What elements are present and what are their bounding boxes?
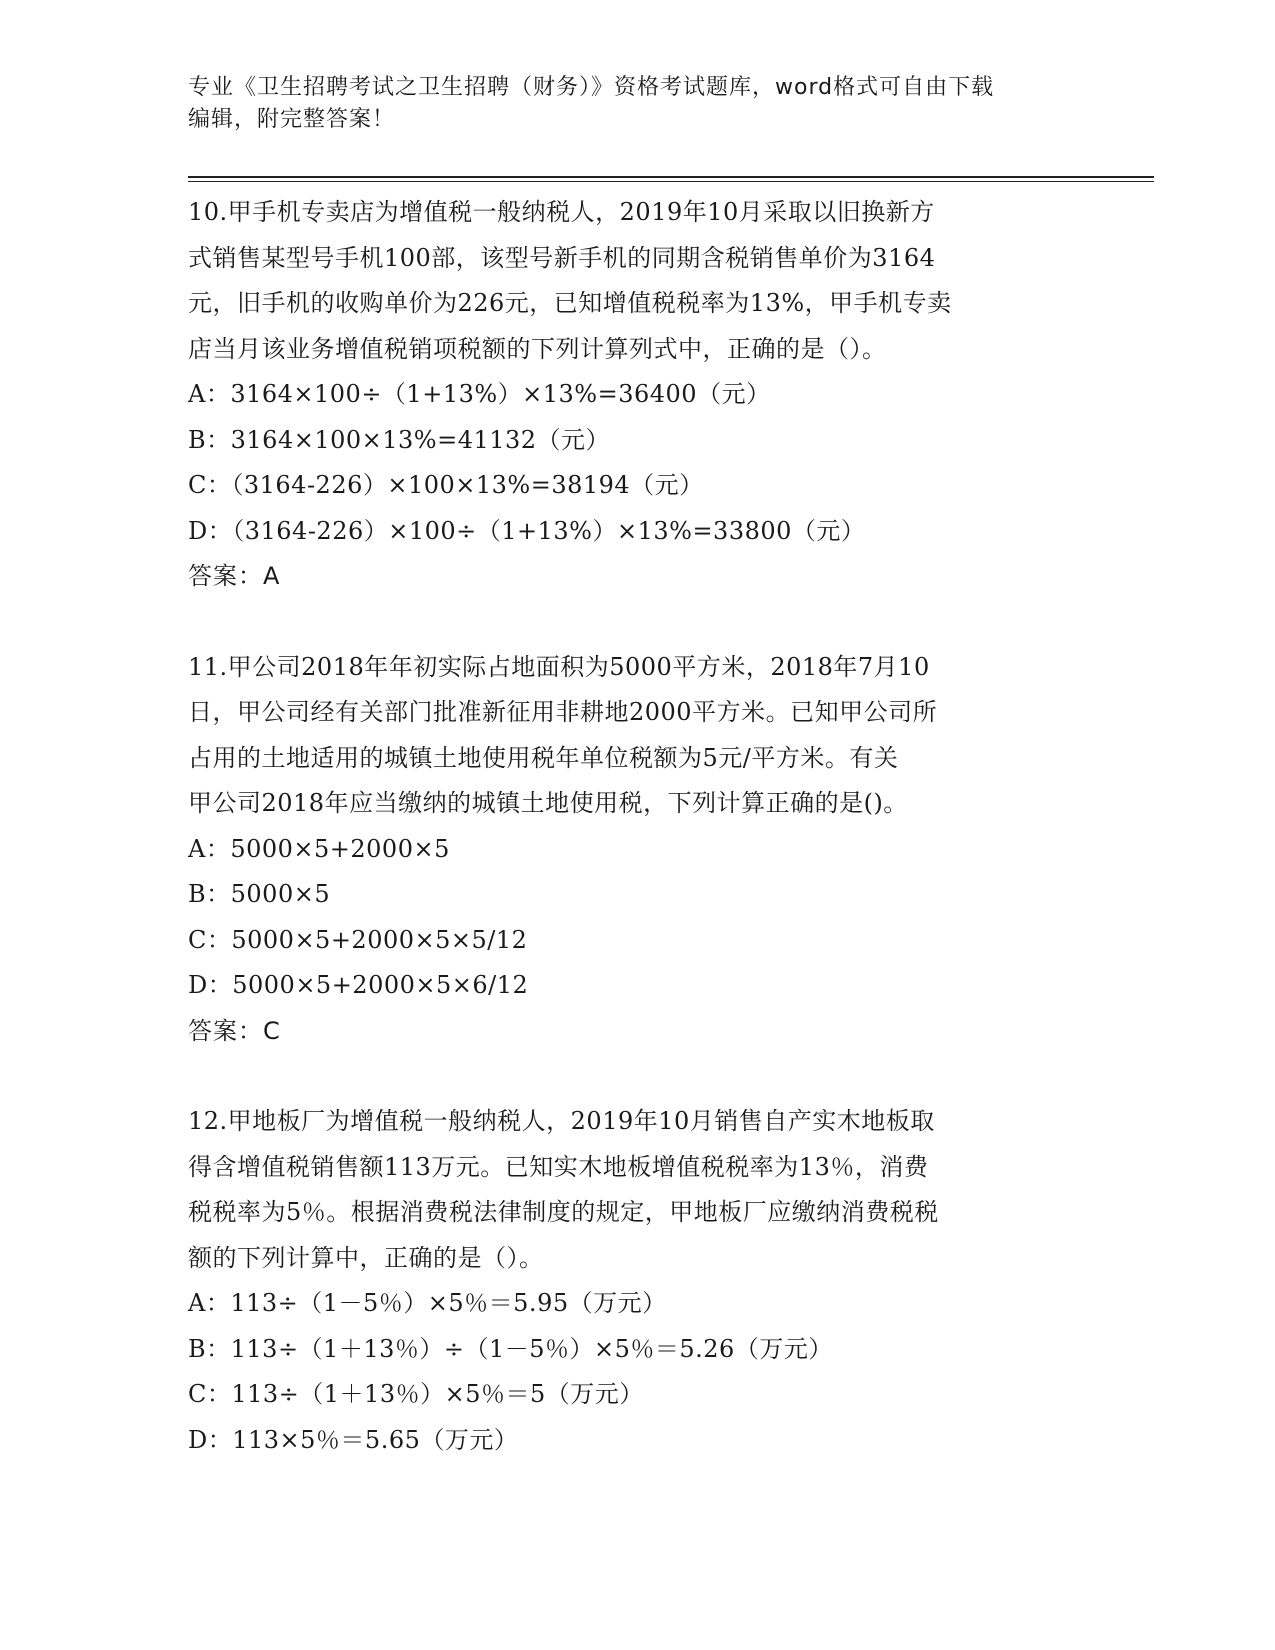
- question-text-line: 占用的土地适用的城镇土地使用税年单位税额为5元/平方米。有关: [188, 743, 899, 772]
- option-a: A：3164×100÷（1+13%）×13%=36400（元）: [188, 380, 771, 408]
- question-text-line: 店当月该业务增值税销项税额的下列计算列式中，正确的是（）。: [188, 334, 887, 363]
- header-line: 专业《卫生招聘考试之卫生招聘（财务）》资格考试题库，word格式可自由下载: [188, 75, 995, 100]
- option-c: C：（3164-226）×100×13%=38194（元）: [188, 471, 704, 499]
- question-text-line: 元，旧手机的收购单价为226元，已知增值税税率为13%，甲手机专卖: [188, 289, 952, 317]
- question-text-line: 日，甲公司经有关部门批准新征用非耕地2000平方米。已知甲公司所: [188, 698, 938, 726]
- option-c: C：5000×5+2000×5×5/12: [188, 925, 528, 954]
- question-10: [188, 190, 1128, 600]
- option-a: A：5000×5+2000×5: [188, 834, 450, 863]
- question-text-line: 式销售某型号手机100部，该型号新手机的同期含税销售单价为3164: [188, 243, 936, 272]
- question-11: [188, 645, 1128, 1055]
- question-text-line: 甲公司2018年应当缴纳的城镇土地使用税，下列计算正确的是()。: [188, 789, 908, 817]
- header-divider-thick: [188, 176, 1154, 178]
- answer-label: 答案：A: [188, 562, 281, 590]
- question-text-line: 得含增值税销售额113万元。已知实木地板增值税税率为13％，消费: [188, 1152, 929, 1181]
- option-b: B：5000×5: [188, 880, 331, 908]
- header-line: 编辑，附完整答案！: [188, 107, 396, 132]
- option-b: B：113÷（1＋13％）÷（1－5％）×5％＝5.26（万元）: [188, 1334, 833, 1363]
- question-list: [188, 190, 1128, 1463]
- option-d: D：5000×5+2000×5×6/12: [188, 971, 529, 999]
- question-text-line: 10.甲手机专卖店为增值税一般纳税人，2019年10月采取以旧换新方: [188, 198, 935, 226]
- option-b: B：3164×100×13%=41132（元）: [188, 425, 611, 454]
- question-text-line: 12.甲地板厂为增值税一般纳税人，2019年10月销售自产实木地板取: [188, 1107, 935, 1135]
- option-d: D：（3164-226）×100÷（1+13%）×13%=33800（元）: [188, 516, 866, 545]
- option-d: D：113×5％＝5.65（万元）: [188, 1425, 519, 1454]
- question-text-line: 额的下列计算中，正确的是（）。: [188, 1243, 544, 1272]
- question-text-line: 11.甲公司2018年年初实际占地面积为5000平方米，2018年7月10: [188, 652, 930, 681]
- question-text-line: 税税率为5％。根据消费税法律制度的规定，甲地板厂应缴纳消费税税: [188, 1198, 939, 1226]
- answer-label: 答案：C: [188, 1016, 281, 1045]
- question-12: [188, 1099, 1128, 1463]
- option-a: A：113÷（1－5％）×5％＝5.95（万元）: [188, 1289, 667, 1317]
- option-c: C：113÷（1＋13％）×5％＝5（万元）: [188, 1380, 644, 1408]
- document-header: [188, 72, 1088, 136]
- header-divider-thin: [188, 181, 1154, 182]
